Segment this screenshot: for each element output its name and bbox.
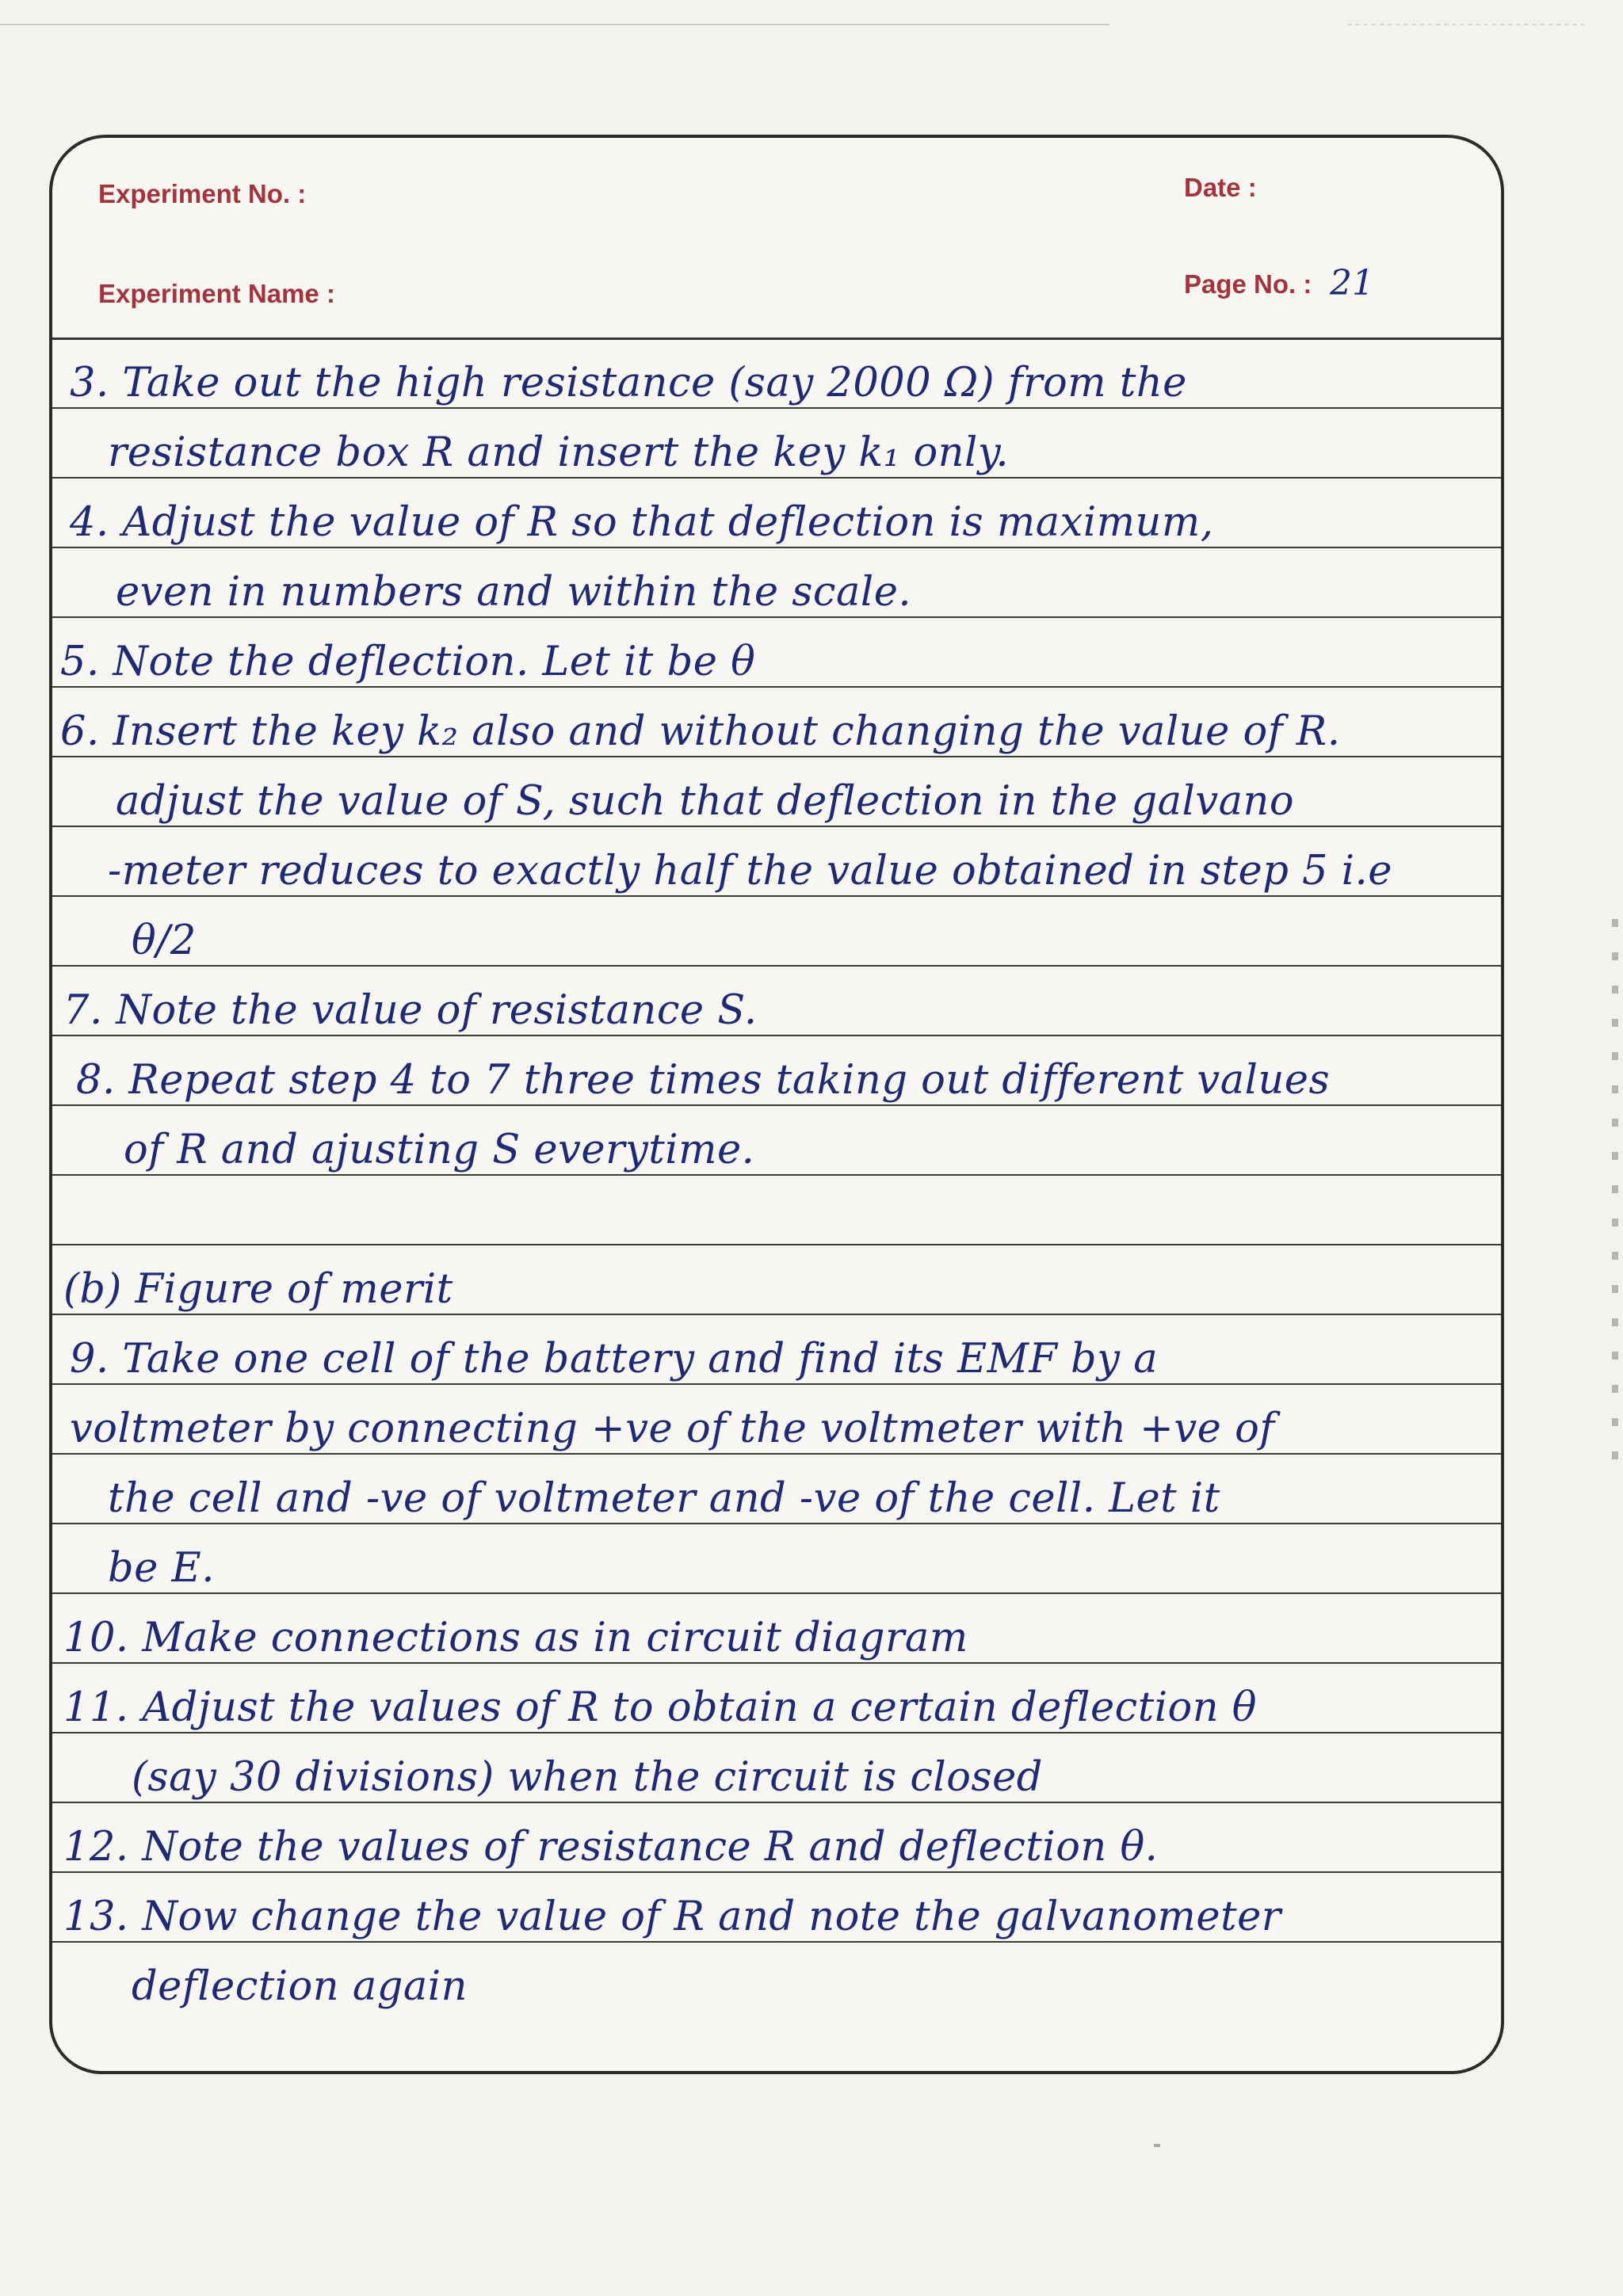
handwritten-line: 5. Note the deflection. Let it be θ <box>60 639 756 685</box>
section-heading: (b) Figure of merit <box>63 1266 453 1313</box>
rule-line <box>52 407 1501 409</box>
rule-line <box>52 1662 1501 1664</box>
rule-line <box>52 1035 1501 1036</box>
rule-line <box>52 477 1501 479</box>
rule-line <box>52 1941 1501 1943</box>
rule-line <box>52 1453 1501 1455</box>
handwritten-line: 8. Repeat step 4 to 7 three times taking out different values <box>76 1057 1331 1104</box>
rule-line <box>52 686 1501 688</box>
rule-line <box>52 1802 1501 1803</box>
scan-edge-line <box>0 24 1109 25</box>
handwritten-line: 7. Note the value of resistance S. <box>63 987 758 1034</box>
rule-line <box>52 547 1501 548</box>
handwritten-line: -meter reduces to exactly half the value obtained in step 5 i.e <box>108 848 1392 894</box>
page-no-label: Page No. : <box>1184 269 1312 299</box>
rule-line <box>52 1592 1501 1594</box>
rule-line <box>52 1523 1501 1524</box>
rule-line <box>52 1174 1501 1176</box>
handwritten-line: 4. Adjust the value of R so that deflection is maximum, <box>70 499 1214 546</box>
handwritten-line: deflection again <box>132 1963 468 2010</box>
handwritten-line: θ/2 <box>132 917 197 964</box>
handwritten-line: be E. <box>108 1545 215 1592</box>
handwritten-line: of R and ajusting S everytime. <box>124 1127 755 1173</box>
rule-line <box>52 1244 1501 1245</box>
rule-line <box>52 1732 1501 1733</box>
experiment-no-label: Experiment No. : <box>98 179 307 208</box>
handwritten-line: 11. Adjust the values of R to obtain a certain deflection θ <box>63 1684 1257 1731</box>
rule-line <box>52 965 1501 967</box>
handwritten-line: voltmeter by connecting +ve of the voltmeter with +ve of <box>70 1405 1275 1452</box>
date-label: Date : <box>1184 173 1257 202</box>
rule-line <box>52 895 1501 897</box>
experiment-name-label: Experiment Name : <box>98 279 335 308</box>
rule-line <box>52 756 1501 757</box>
page-no-value: 21 <box>1330 263 1374 303</box>
notebook-page <box>49 135 1504 2074</box>
rule-line <box>52 1871 1501 1873</box>
rule-line <box>52 616 1501 618</box>
handwritten-line: adjust the value of S, such that deflection in the galvano <box>116 778 1295 825</box>
handwritten-line: 10. Make connections as in circuit diagram <box>63 1615 968 1661</box>
rule-line <box>52 1104 1501 1106</box>
handwritten-line: 12. Note the values of resistance R and deflection θ. <box>63 1824 1159 1871</box>
handwritten-line: (say 30 divisions) when the circuit is closed <box>132 1754 1043 1801</box>
handwritten-line: 3. Take out the high resistance (say 2000 Ω) from the <box>70 360 1187 406</box>
scan-edge-line-dashed <box>1347 24 1585 25</box>
handwritten-line: 6. Insert the key k₂ also and without changing the value of R. <box>60 708 1341 755</box>
rule-line <box>52 826 1501 827</box>
handwritten-line: 13. Now change the value of R and note the galvanometer <box>63 1894 1281 1940</box>
handwritten-line: the cell and -ve of voltmeter and -ve of the cell. Let it <box>108 1475 1220 1522</box>
scan-speck <box>1154 2144 1160 2147</box>
rule-line <box>52 338 1501 340</box>
handwritten-line: resistance box R and insert the key k₁ only. <box>108 429 1010 476</box>
handwritten-line: even in numbers and within the scale. <box>116 569 912 616</box>
handwritten-line: 9. Take one cell of the battery and find its EMF by a <box>70 1336 1159 1383</box>
page-edge-marks <box>1612 919 1618 1474</box>
rule-line <box>52 1383 1501 1385</box>
rule-line <box>52 1314 1501 1315</box>
